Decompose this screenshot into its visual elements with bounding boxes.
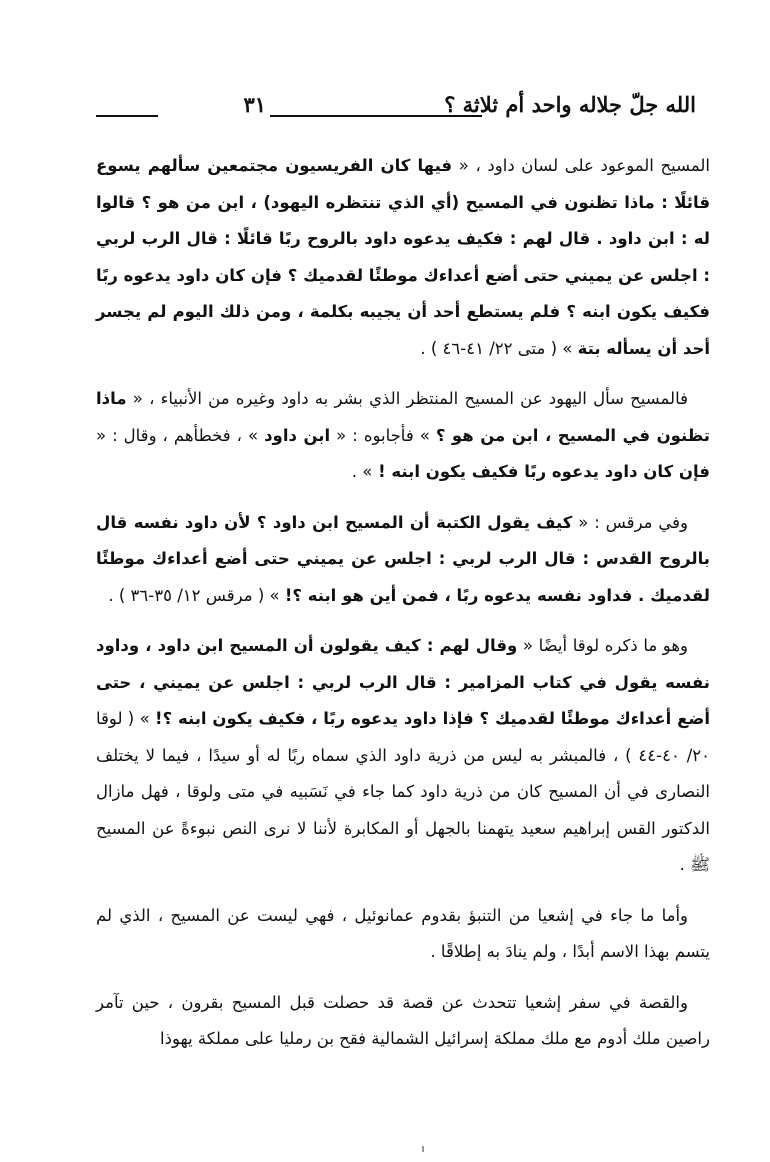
citation: » ( مرقس ١٢/ ٣٥-٣٦ ) . [108,585,285,605]
text-segment: وأما ما جاء في إشعيا من التنبؤ بقدوم عمانوئيل ، فهي ليست عن المسيح ، الذي لم يتسم بهذا الاسم أبدًا ، ولم ينادَ به إطلاقًا . [96,905,710,961]
text-segment: » ، فخطأهم ، وقال : « [96,425,265,445]
quotation-text: فيها كان الفريسيون مجتمعين سألهم يسوع قائلًا : ماذا تظنون في المسيح (أي الذي تنتظره اليهود) ، ابن من هو ؟ قالوا له : ابن داود . قال لهم : فكيف يدعوه داود بالروح ربًا قائلًا : قال الرب لربي : اجلس عن يميني حتى أضع أعداءك موطئًا لقدميك ؟ فإن كان داود يدعوه ربًا فكيف يكون ابنه ؟ فلم يستطع أحد أن يجيبه بكلمة ، ومن ذلك اليوم لم يجسر أحد أن يسأله بتة [96,156,710,358]
body-text [96,148,710,1072]
quotation-text: وقال لهم : كيف يقولون أن المسيح ابن داود ، وداود نفسه يقول في كتاب المزامير : قال الرب لربي : اجلس عن يميني ، حتى أضع أعداءك موطئًا لقدميك ؟ فإذا داود يدعوه ربًا ، فكيف يكون ابنه ؟! [96,636,710,728]
text-segment: » . [351,462,373,481]
citation: » ( متى ٢٢/ ٤١-٤٦ ) . [420,338,578,358]
citation: » ( لوقا ٢٠/ ٤٠-٤٤ ) ، فالمبشر به ليس من ذرية داود الذي سماه ربًا له أو سيدًا ، فيما لا يختلف النصارى في أن المسيح كان من ذرية داود كما جاء في نَسَبيه في متى ولوقا ، فهل مازال الدكتور القس إبراهيم سعيد يتهمنا بالجهل أو المكابرة لأننا لا نرى النص نبوءةً عن المسيح ﷺ . [96,709,710,874]
quotation-text: كيف يقول الكتبة أن المسيح ابن داود ؟ لأن داود نفسه قال بالروح القدس : قال الرب لربي : اجلس عن يميني حتى أضع أعداءك موطئًا لقدميك . فداود نفسه يدعوه ربًا ، فمن أين هو ابنه ؟! [96,512,710,605]
paragraph [96,148,710,367]
paragraph [96,505,710,615]
paragraph [96,381,710,491]
paragraph [96,628,710,884]
text-segment: وفي مرقس : « [572,512,688,532]
paragraph [96,898,710,971]
text-segment: المسيح الموعود على لسان داود ، « [452,156,711,175]
paragraph [96,985,710,1058]
running-header [96,92,696,128]
text-segment: » فأجابوه : « [330,425,436,445]
text-segment: فالمسيح سأل اليهود عن المسيح المنتظر الذي بشر به داود وغيره من الأنبياء ، « [126,389,688,408]
header-rule-short [96,115,158,117]
text-segment: وهو ما ذكره لوقا أيضًا « [517,636,688,655]
header-title: الله جلّ جلاله واحد أم ثلاثة ؟ [444,92,696,117]
scan-mark [422,1146,424,1152]
page-number: ٣١ [243,92,266,117]
header-rule [270,115,482,117]
quotation-text: ابن داود [264,425,331,445]
text-segment: والقصة في سفر إشعيا تتحدث عن قصة قد حصلت قبل المسيح بقرون ، حين تآمر راصين ملك أدوم مع ملك مملكة إسرائيل الشمالية فقح بن رمليا على مملكة يهوذا [96,992,710,1048]
quotation-text: فإن كان داود يدعوه ربًا فكيف يكون ابنه ! [372,462,710,481]
quotation-text: ماذا تظنون في المسيح ، ابن من هو ؟ [96,389,710,445]
